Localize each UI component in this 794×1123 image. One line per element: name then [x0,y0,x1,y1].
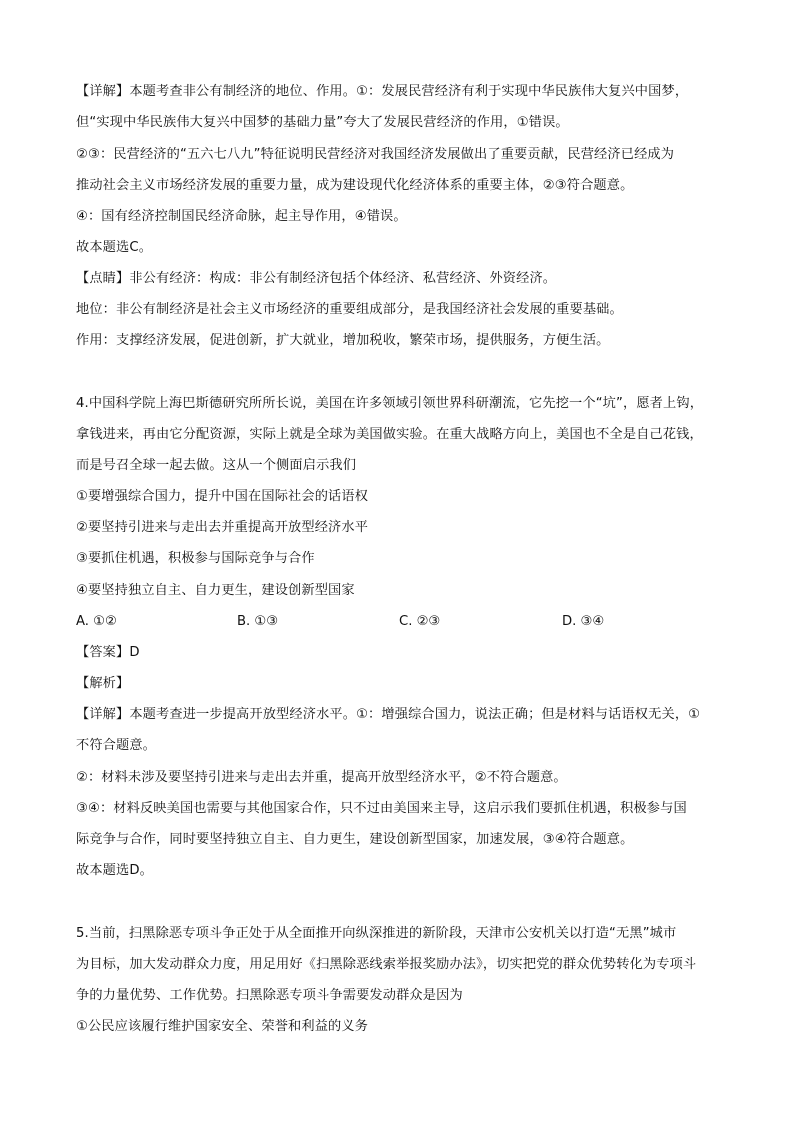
q3-detail-line-2: 但“实现中华民族伟大复兴中国梦的基础力量”夸大了发展民营经济的作用，①错误。 [76,115,569,130]
q4-stem-line-2: 拿钱进来，再由它分配资源，实际上就是全球为美国做实验。在重大战略方向上，美国也不全是自己花钱， [76,427,703,442]
q4-option-a: A. ①② [76,614,117,629]
q4-point-34-line-1: ③④：材料反映美国也需要与其他国家合作，只不过由美国来主导，这启示我们要抓住机遇，积极参与国 [76,801,687,816]
q3-tip-status: 地位：非公有制经济是社会主义市场经济的重要组成部分，是我国经济社会发展的重要基础。 [76,302,623,317]
q4-stem-line-3: 而是号召全球一起去做。这从一个侧面启示我们 [76,458,357,473]
q3-detail-line-1: 【详解】本题考查非公有制经济的地位、作用。①：发展民营经济有利于实现中华民族伟大复兴中国梦， [76,84,689,99]
q3-conclusion: 故本题选C。 [76,240,153,255]
q4-point-34-line-2: 际竞争与合作，同时要坚持独立自主、自力更生，建设创新型国家，加速发展，③④符合题意。 [76,832,634,847]
q4-analysis-heading: 【解析】 [76,676,130,691]
q4-statement-3: ③要抓住机遇，积极参与国际竞争与合作 [76,551,315,566]
q4-statement-4: ④要坚持独立自主、自力更生，建设创新型国家 [76,583,355,598]
q3-point-23-line-1: ②③：民营经济的“五六七八九”特征说明民营经济对我国经济发展做出了重要贡献，民营经济已经成为 [76,147,675,162]
q5-statement-1: ①公民应该履行维护国家安全、荣誉和利益的义务 [76,1019,369,1034]
q4-conclusion: 故本题选D。 [76,863,153,878]
q5-stem-line-1: 5.当前，扫黑除恶专项斗争正处于从全面推开向纵深推进的新阶段，天津市公安机关以打造“无黑”城市 [76,926,677,941]
q5-stem-line-3: 争的力量优势、工作优势。扫黑除恶专项斗争需要发动群众是因为 [76,988,463,1003]
q5-stem-line-2: 为目标，加大发动群众力度，用足用好《扫黑除恶线索举报奖励办法》，切实把党的群众优势转化为专项斗 [76,957,697,972]
q3-tip-role: 作用：支撑经济发展，促进创新，扩大就业，增加税收，繁荣市场，提供服务，方便生活。 [76,333,610,348]
q3-tip-composition: 【点睛】非公有经济：构成：非公有制经济包括个体经济、私营经济、外资经济。 [76,271,557,286]
q3-point-23-line-2: 推动社会主义市场经济发展的重要力量，成为建设现代化经济体系的重要主体，②③符合题意。 [76,178,634,193]
q4-detail-line-1: 【详解】本题考查进一步提高开放型经济水平。①：增强综合国力，说法正确；但是材料与话语权无关，① [76,707,701,722]
q4-detail-line-2: 不符合题意。 [76,738,157,753]
q4-option-c: C. ②③ [399,614,441,629]
q3-point-4: ④：国有经济控制国民经济命脉，起主导作用，④错误。 [76,209,407,224]
q4-point-2: ②：材料未涉及要坚持引进来与走出去并重，提高开放型经济水平，②不符合题意。 [76,770,567,785]
q4-stem-line-1: 4.中国科学院上海巴斯德研究所所长说，美国在许多领域引领世界科研潮流，它先挖一个“坑”，愿者上钩， [76,396,704,411]
q4-answer: 【答案】D [76,645,140,660]
q4-statement-2: ②要坚持引进来与走出去并重提高开放型经济水平 [76,520,369,535]
q4-option-d: D. ③④ [562,614,605,629]
q4-option-b: B. ①③ [237,614,279,629]
q4-statement-1: ①要增强综合国力，提升中国在国际社会的话语权 [76,489,369,504]
